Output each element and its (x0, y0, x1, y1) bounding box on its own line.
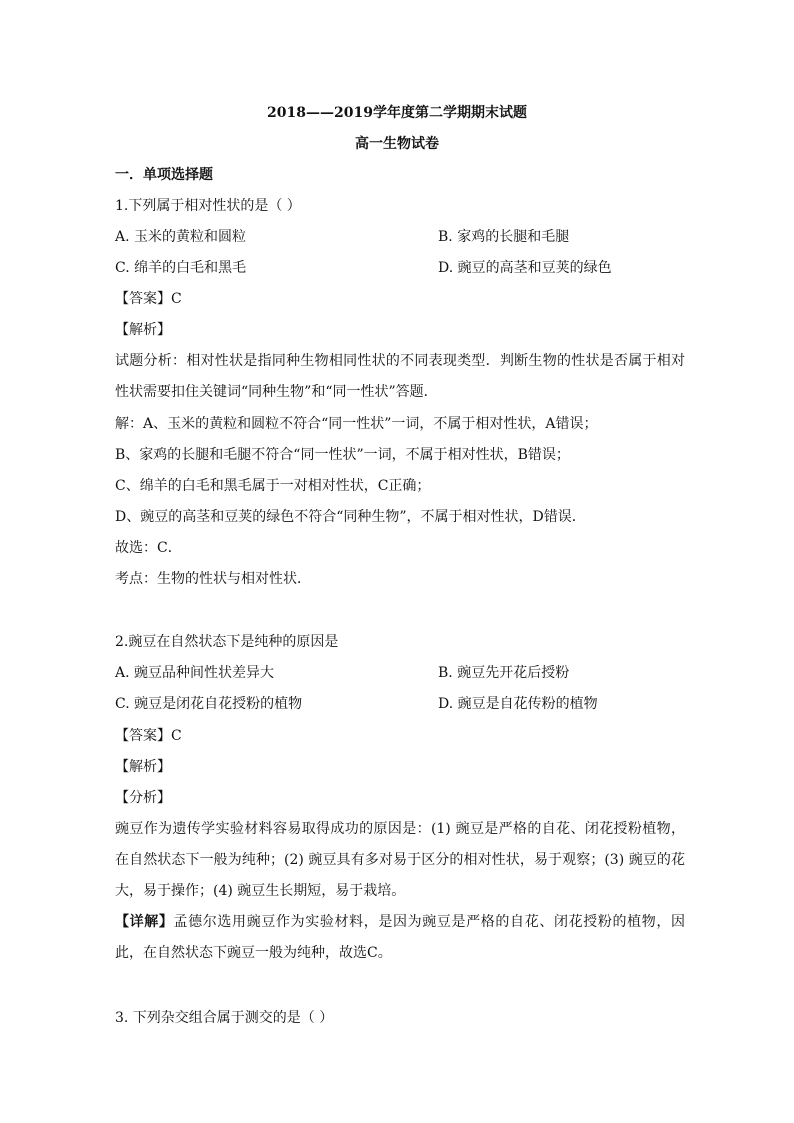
q2-detail-text: 孟德尔选用豌豆作为实验材料，是因为豌豆是严格的自花、闭花授粉的植物，因此，在自然状态下豌豆一般为纯种，故选C。 (115, 914, 686, 961)
q2-fenxi-label: 【分析】 (115, 790, 171, 806)
q1-analysis-text: 试题分析：相对性状是指同种生物相同性状的不同表现类型．判断生物的性状是否属于相对性状需要扣住关键词“同种生物”和“同一性状”答题． (115, 353, 685, 400)
q2-detail-label: 【详解】 (115, 914, 174, 930)
q1-option-b: B. 家鸡的长腿和毛腿 (438, 229, 570, 245)
q1-option-c: C. 绵羊的白毛和黑毛 (115, 260, 247, 276)
q2-option-d: D. 豌豆是自花传粉的植物 (438, 696, 598, 712)
exam-title: 2018——2019学年度第二学期期末试题 (267, 105, 527, 121)
q1-solution-a: 解：A、玉米的黄粒和圆粒不符合“同一性状”一词，不属于相对性状，A错误； (115, 416, 598, 432)
section-heading: 一．单项选择题 (115, 167, 213, 183)
exam-subtitle: 高一生物试卷 (355, 136, 439, 152)
q2-option-c: C. 豌豆是闭花自花授粉的植物 (115, 696, 303, 712)
q3-stem: 3. 下列杂交组合属于测交的是（ ） (115, 1010, 334, 1026)
q1-knowledge-point: 考点：生物的性状与相对性状． (115, 571, 311, 587)
q1-solution-b: B、家鸡的长腿和毛腿不符合“同一性状”一词，不属于相对性状，B错误； (115, 447, 570, 463)
q2-fenxi-text: 豌豆作为遗传学实验材料容易取得成功的原因是：(1) 豌豆是严格的自花、闭花授粉植物，在自然状态下一般为纯种；(2) 豌豆具有多对易于区分的相对性状，易于观察；(3) 豌豆的花大，易于操作；(4) 豌豆生长期短，易于栽培。 (115, 821, 685, 899)
q2-option-a: A. 豌豆品种间性状差异大 (115, 665, 275, 681)
q1-option-d: D. 豌豆的高茎和豆荚的绿色 (438, 260, 612, 276)
q1-solution-d: D、豌豆的高茎和豆荚的绿色不符合“同种生物”，不属于相对性状，D错误． (115, 509, 586, 525)
q2-answer: 【答案】C (115, 728, 182, 744)
q2-option-b: B. 豌豆先开花后授粉 (438, 665, 570, 681)
q1-option-a: A. 玉米的黄粒和圆粒 (115, 229, 247, 245)
q1-answer: 【答案】C (115, 291, 182, 307)
q2-analysis-label: 【解析】 (115, 759, 171, 775)
q1-solution-c: C、绵羊的白毛和黑毛属于一对相对性状，C正确； (115, 478, 431, 494)
q1-analysis-label: 【解析】 (115, 322, 171, 338)
q1-choice: 故选：C． (115, 540, 182, 556)
q2-stem: 2.豌豆在自然状态下是纯种的原因是 (115, 634, 339, 650)
q1-stem: 1.下列属于相对性状的是（ ） (115, 198, 301, 214)
q2-detail (115, 907, 685, 969)
